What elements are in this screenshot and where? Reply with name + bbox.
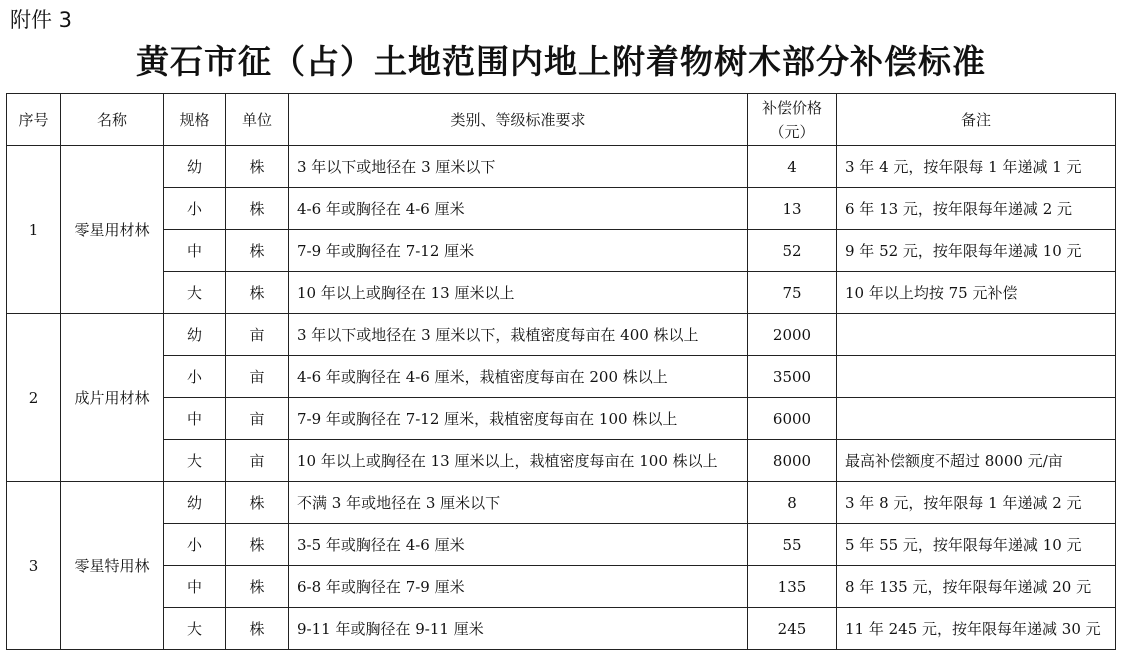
table-row <box>7 272 1116 314</box>
cell-note <box>837 314 1116 356</box>
header-price-line2: （元） <box>769 122 815 141</box>
cell-spec: 大 <box>164 272 226 314</box>
cell-criteria: 9-11 年或胸径在 9-11 厘米 <box>289 608 748 650</box>
cell-spec: 幼 <box>164 482 226 524</box>
table-row <box>7 146 1116 188</box>
cell-seq: 2 <box>7 314 61 482</box>
cell-name: 零星特用林 <box>61 482 164 650</box>
table-row <box>7 188 1116 230</box>
cell-price: 245 <box>748 608 837 650</box>
header-unit: 单位 <box>226 94 289 146</box>
compensation-table <box>6 93 1116 650</box>
table-row <box>7 398 1116 440</box>
cell-unit: 亩 <box>226 440 289 482</box>
table-row <box>7 482 1116 524</box>
cell-unit: 亩 <box>226 398 289 440</box>
header-price-line1: 补偿价格 <box>761 98 822 117</box>
cell-spec: 中 <box>164 230 226 272</box>
cell-criteria: 7-9 年或胸径在 7-12 厘米 <box>289 230 748 272</box>
cell-unit: 株 <box>226 230 289 272</box>
cell-price: 75 <box>748 272 837 314</box>
cell-note: 3 年 8 元，按年限每 1 年递减 2 元 <box>837 482 1116 524</box>
cell-unit: 株 <box>226 524 289 566</box>
header-note: 备注 <box>837 94 1116 146</box>
cell-price: 8000 <box>748 440 837 482</box>
header-criteria: 类别、等级标准要求 <box>289 94 748 146</box>
cell-unit: 株 <box>226 146 289 188</box>
header-spec: 规格 <box>164 94 226 146</box>
cell-spec: 小 <box>164 356 226 398</box>
cell-note: 最高补偿额度不超过 8000 元/亩 <box>837 440 1116 482</box>
cell-spec: 中 <box>164 566 226 608</box>
table-row <box>7 566 1116 608</box>
cell-name: 零星用材林 <box>61 146 164 314</box>
cell-seq: 3 <box>7 482 61 650</box>
cell-unit: 亩 <box>226 356 289 398</box>
cell-criteria: 4-6 年或胸径在 4-6 厘米，栽植密度每亩在 200 株以上 <box>289 356 748 398</box>
cell-spec: 幼 <box>164 146 226 188</box>
cell-note: 6 年 13 元，按年限每年递减 2 元 <box>837 188 1116 230</box>
table-body <box>7 146 1116 650</box>
cell-unit: 株 <box>226 482 289 524</box>
header-name: 名称 <box>61 94 164 146</box>
cell-note <box>837 356 1116 398</box>
cell-criteria: 7-9 年或胸径在 7-12 厘米，栽植密度每亩在 100 株以上 <box>289 398 748 440</box>
cell-spec: 小 <box>164 524 226 566</box>
cell-note: 10 年以上均按 75 元补偿 <box>837 272 1116 314</box>
cell-spec: 幼 <box>164 314 226 356</box>
cell-criteria: 4-6 年或胸径在 4-6 厘米 <box>289 188 748 230</box>
cell-spec: 小 <box>164 188 226 230</box>
table-row <box>7 524 1116 566</box>
cell-price: 3500 <box>748 356 837 398</box>
cell-spec: 中 <box>164 398 226 440</box>
cell-name: 成片用材林 <box>61 314 164 482</box>
cell-seq: 1 <box>7 146 61 314</box>
cell-spec: 大 <box>164 608 226 650</box>
table-header-row <box>7 94 1116 146</box>
cell-criteria: 10 年以上或胸径在 13 厘米以上，栽植密度每亩在 100 株以上 <box>289 440 748 482</box>
cell-price: 2000 <box>748 314 837 356</box>
header-price <box>748 94 837 146</box>
cell-note <box>837 398 1116 440</box>
attachment-label: 附件 3 <box>10 8 73 32</box>
table-row <box>7 608 1116 650</box>
table-row <box>7 356 1116 398</box>
cell-unit: 株 <box>226 566 289 608</box>
cell-criteria: 6-8 年或胸径在 7-9 厘米 <box>289 566 748 608</box>
cell-criteria: 3 年以下或地径在 3 厘米以下 <box>289 146 748 188</box>
cell-note: 8 年 135 元，按年限每年递减 20 元 <box>837 566 1116 608</box>
cell-price: 13 <box>748 188 837 230</box>
cell-price: 4 <box>748 146 837 188</box>
cell-note: 9 年 52 元，按年限每年递减 10 元 <box>837 230 1116 272</box>
cell-criteria: 3-5 年或胸径在 4-6 厘米 <box>289 524 748 566</box>
cell-spec: 大 <box>164 440 226 482</box>
cell-note: 3 年 4 元，按年限每 1 年递减 1 元 <box>837 146 1116 188</box>
table-row <box>7 440 1116 482</box>
cell-price: 135 <box>748 566 837 608</box>
cell-unit: 株 <box>226 272 289 314</box>
header-seq: 序号 <box>7 94 61 146</box>
cell-unit: 株 <box>226 188 289 230</box>
cell-note: 5 年 55 元，按年限每年递减 10 元 <box>837 524 1116 566</box>
cell-price: 6000 <box>748 398 837 440</box>
cell-criteria: 10 年以上或胸径在 13 厘米以上 <box>289 272 748 314</box>
cell-price: 8 <box>748 482 837 524</box>
cell-unit: 亩 <box>226 314 289 356</box>
cell-criteria: 3 年以下或地径在 3 厘米以下，栽植密度每亩在 400 株以上 <box>289 314 748 356</box>
cell-note: 11 年 245 元，按年限每年递减 30 元 <box>837 608 1116 650</box>
table-row <box>7 314 1116 356</box>
cell-criteria: 不满 3 年或地径在 3 厘米以下 <box>289 482 748 524</box>
cell-unit: 株 <box>226 608 289 650</box>
table-row <box>7 230 1116 272</box>
cell-price: 52 <box>748 230 837 272</box>
page-title: 黄石市征（占）土地范围内地上附着物树木部分补偿标准 <box>136 42 986 81</box>
cell-price: 55 <box>748 524 837 566</box>
